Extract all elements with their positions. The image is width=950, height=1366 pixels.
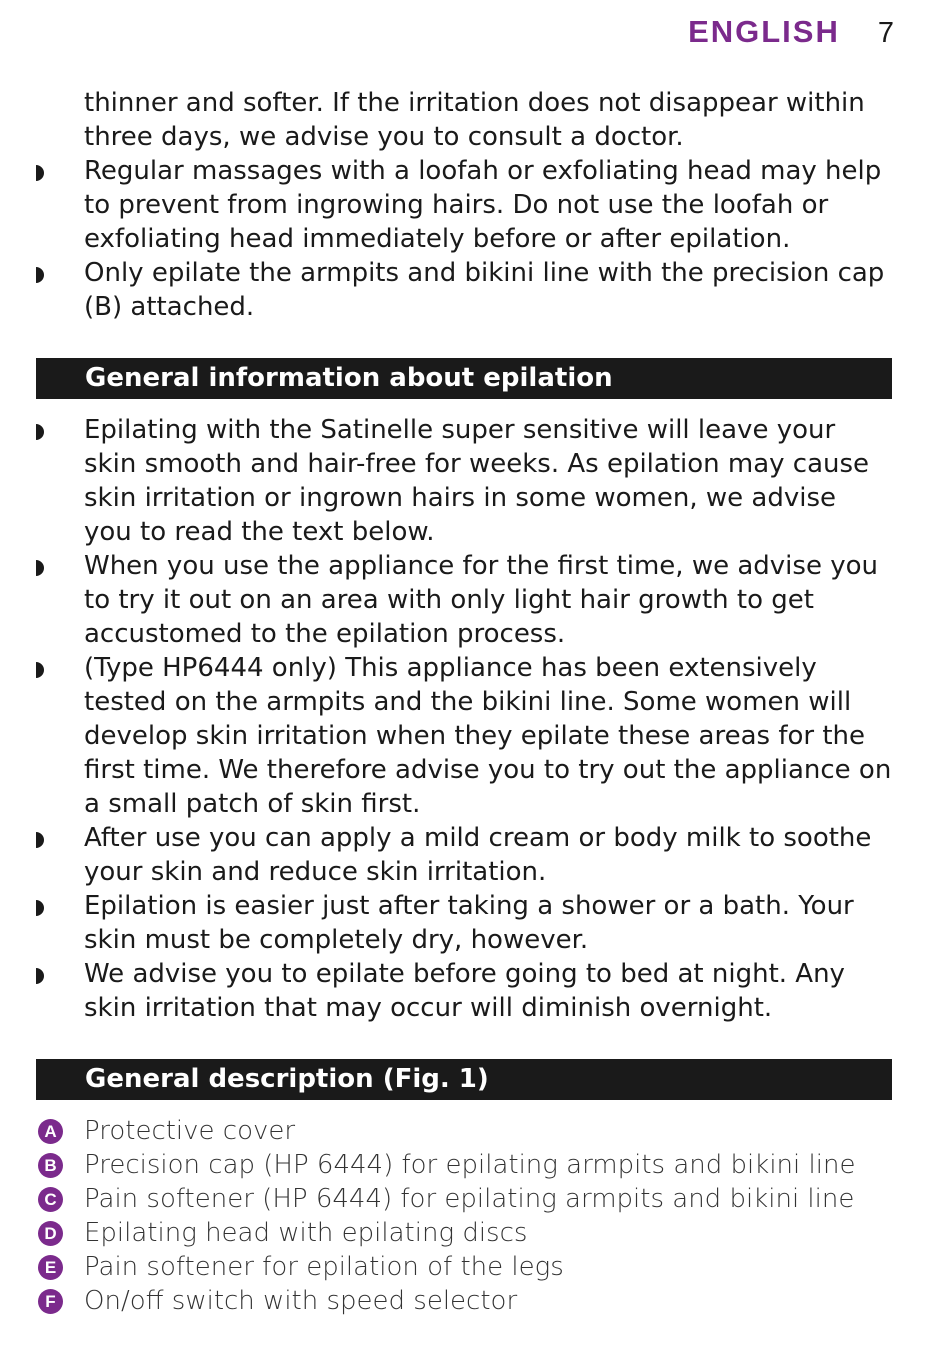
- section-heading-general-description: General description (Fig. 1): [36, 1059, 892, 1100]
- part-item: [36, 1250, 892, 1284]
- list-item-text: (Type HP6444 only) This appliance has been extensively tested on the armpits and the bikini line. Some women will develop skin irritation when they epilate these areas for the first time. We therefore advise you to try out the appliance on a small patch of skin first.: [84, 653, 892, 819]
- part-item: [36, 1114, 892, 1148]
- part-item: [36, 1284, 892, 1318]
- continued-paragraph: thinner and softer. If the irritation does not disappear within three days, we advise you to consult a doctor.: [84, 88, 865, 152]
- list-item: [36, 651, 892, 821]
- list-item-text: After use you can apply a mild cream or body milk to soothe your skin and reduce skin irritation.: [84, 823, 872, 887]
- list-item: [36, 957, 892, 1025]
- bullet-icon: [36, 662, 44, 678]
- bullet-icon: [36, 267, 44, 283]
- letter-badge-icon: B: [38, 1153, 63, 1178]
- section-heading-general-information: General information about epilation: [36, 358, 892, 399]
- list-item-text: We advise you to epilate before going to bed at night. Any skin irritation that may occur will diminish overnight.: [84, 959, 845, 1023]
- parts-list: [36, 1114, 892, 1318]
- list-item: [36, 549, 892, 651]
- bullet-icon: [36, 832, 44, 848]
- letter-badge-icon: D: [38, 1221, 63, 1246]
- list-item: [36, 889, 892, 957]
- letter-badge-icon: A: [38, 1119, 63, 1144]
- page-content: [36, 86, 892, 1318]
- part-item: [36, 1216, 892, 1250]
- bullet-icon: [36, 900, 44, 916]
- bullet-icon: [36, 165, 44, 181]
- bullet-icon: [36, 424, 44, 440]
- letter-badge-icon: C: [38, 1187, 63, 1212]
- part-label: Epilating head with epilating discs: [84, 1218, 528, 1248]
- part-label: Pain softener (HP 6444) for epilating armpits and bikini line: [84, 1184, 855, 1214]
- part-label: Protective cover: [84, 1116, 296, 1146]
- part-item: [36, 1148, 892, 1182]
- list-item: [36, 256, 892, 324]
- list-item-text: Epilation is easier just after taking a shower or a bath. Your skin must be completely dry, however.: [84, 891, 854, 955]
- list-item-text: Only epilate the armpits and bikini line with the precision cap (B) attached.: [84, 258, 885, 322]
- list-item: [36, 821, 892, 889]
- list-item-text: Epilating with the Satinelle super sensitive will leave your skin smooth and hair-free for weeks. As epilation may cause skin irritation or ingrown hairs in some women, we advise you to read the text below.: [84, 415, 870, 547]
- list-item: [36, 154, 892, 256]
- language-label: ENGLISH: [688, 14, 840, 49]
- part-label: Pain softener for epilation of the legs: [84, 1252, 564, 1282]
- part-label: Precision cap (HP 6444) for epilating armpits and bikini line: [84, 1150, 856, 1180]
- part-label: On/off switch with speed selector: [84, 1286, 518, 1316]
- letter-badge-icon: F: [38, 1289, 63, 1314]
- part-item: [36, 1182, 892, 1216]
- bullet-icon: [36, 560, 44, 576]
- letter-badge-icon: E: [38, 1255, 63, 1280]
- page-header: [688, 14, 894, 50]
- list-item: [36, 413, 892, 549]
- list-item-text: When you use the appliance for the first time, we advise you to try it out on an area with only light hair growth to get accustomed to the epilation process.: [84, 551, 878, 649]
- bullet-icon: [36, 968, 44, 984]
- list-item-text: Regular massages with a loofah or exfoliating head may help to prevent from ingrowing hairs. Do not use the loofah or exfoliating head immediately before or after epilation.: [84, 156, 882, 254]
- page-number: 7: [877, 17, 894, 49]
